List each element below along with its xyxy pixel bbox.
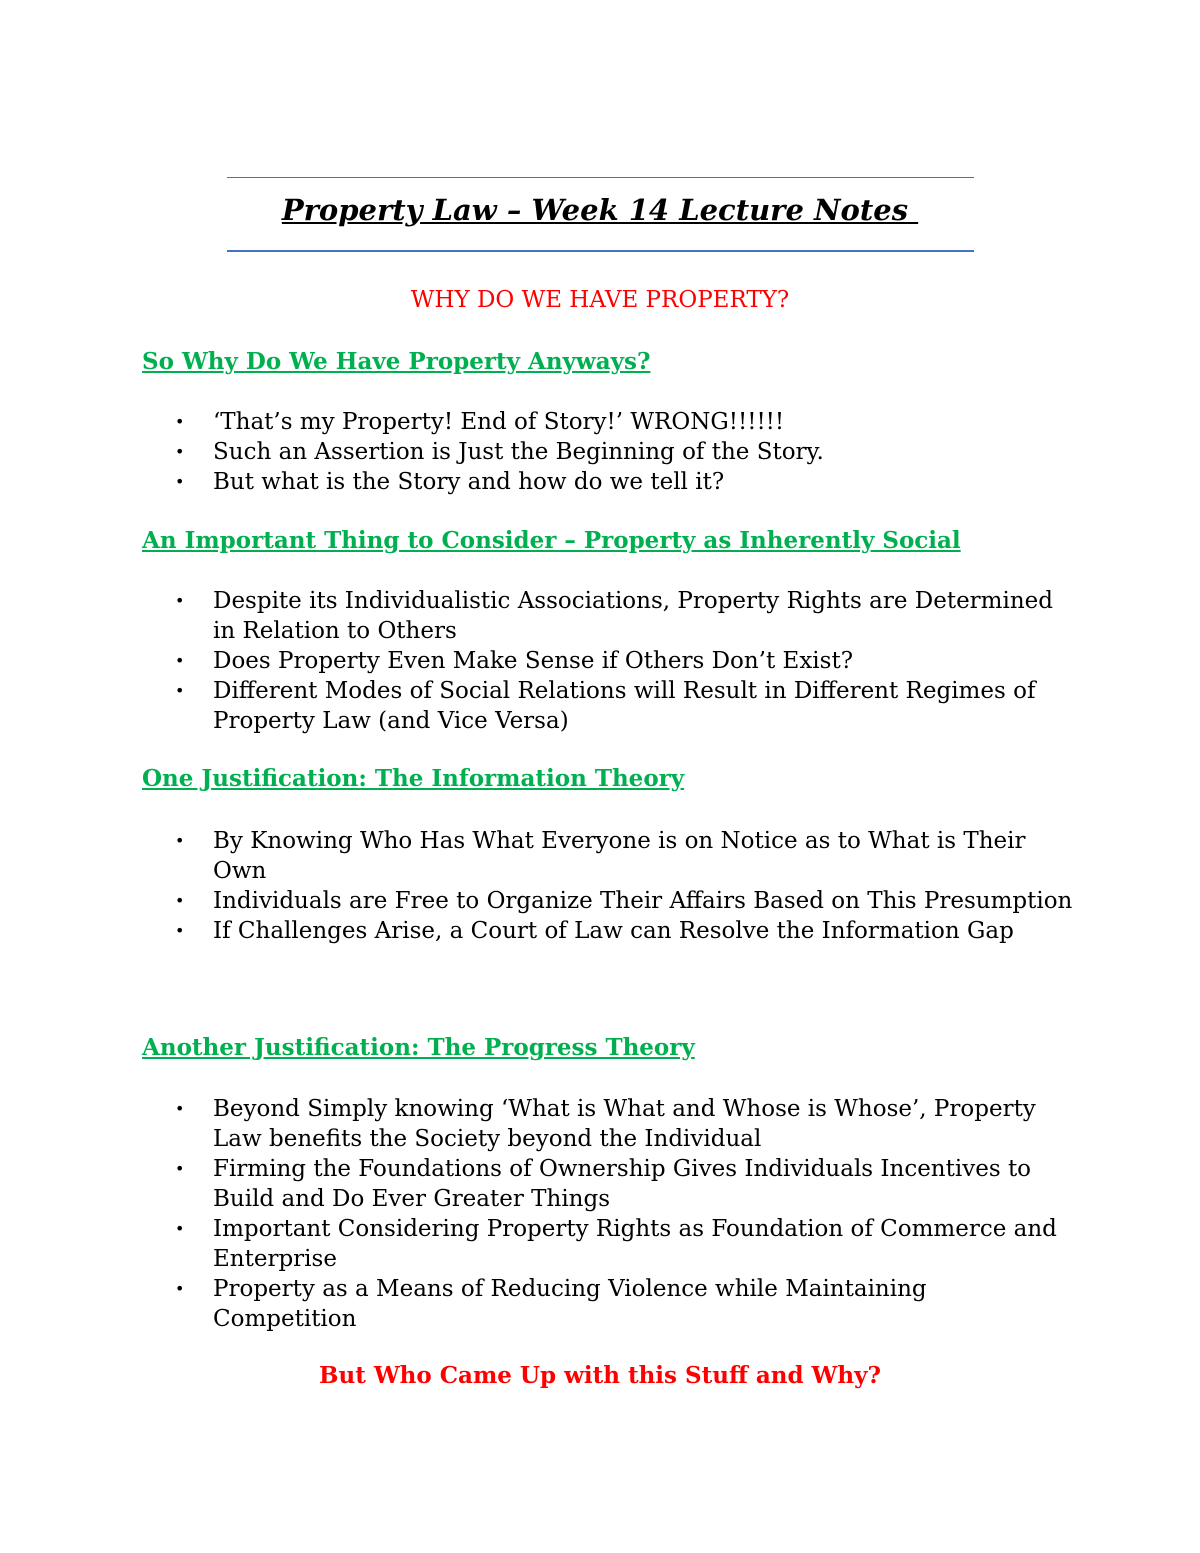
page-title: Property Law – Week 14 Lecture Notes: [281, 193, 919, 227]
list-item: [0, 676, 1073, 736]
bullet-icon: •: [175, 1219, 185, 1238]
section-heading: So Why Do We Have Property Anyways?: [142, 348, 651, 375]
list-item: [0, 826, 1073, 886]
list-item-text: Does Property Even Make Sense if Others Don’t Exist?: [213, 648, 854, 674]
bullet-list: [0, 1094, 1200, 1334]
closing-heading: But Who Came Up with this Stuff and Why?: [319, 1362, 881, 1389]
bullet-icon: •: [175, 1159, 185, 1178]
bullet-list: [0, 407, 1200, 497]
bullet-list: [0, 586, 1200, 736]
list-item-text: Individuals are Free to Organize Their Affairs Based on This Presumption: [213, 888, 1073, 914]
title-bottom-rule: [227, 250, 974, 252]
list-item-text: But what is the Story and how do we tell it?: [213, 469, 725, 495]
list-item: [0, 407, 1073, 437]
list-item-text: Despite its Individualistic Associations, Property Rights are Determined in Relation to Others: [213, 588, 1053, 644]
list-item: [0, 1154, 1073, 1214]
list-item: [0, 467, 1073, 497]
bullet-list: [0, 826, 1200, 946]
title-top-rule: [227, 177, 974, 178]
list-item: [0, 916, 1073, 946]
list-item: [0, 1274, 1073, 1334]
list-item-text: Beyond Simply knowing ‘What is What and Whose is Whose’, Property Law benefits the Society beyond the Individual: [213, 1096, 1036, 1152]
list-item-text: If Challenges Arise, a Court of Law can Resolve the Information Gap: [213, 918, 1014, 944]
list-item-text: Important Considering Property Rights as Foundation of Commerce and Enterprise: [213, 1216, 1057, 1272]
bullet-icon: •: [175, 472, 185, 491]
bullet-icon: •: [175, 1099, 185, 1118]
list-item-text: Different Modes of Social Relations will Result in Different Regimes of Property Law (and Vice Versa): [213, 678, 1036, 734]
list-item: [0, 1214, 1073, 1274]
section-heading: An Important Thing to Consider – Property as Inherently Social: [142, 527, 961, 554]
bullet-icon: •: [175, 412, 185, 431]
main-heading: WHY DO WE HAVE PROPERTY?: [410, 287, 790, 313]
list-item-text: ‘That’s my Property! End of Story!’ WRONG!!!!!!: [213, 409, 785, 435]
bullet-icon: •: [175, 891, 185, 910]
bullet-icon: •: [175, 1279, 185, 1298]
bullet-icon: •: [175, 591, 185, 610]
section-heading: Another Justification: The Progress Theory: [142, 1034, 695, 1061]
list-item: [0, 586, 1073, 646]
section-heading: One Justification: The Information Theory: [142, 765, 685, 792]
list-item-text: By Knowing Who Has What Everyone is on Notice as to What is Their Own: [213, 828, 1026, 884]
bullet-icon: •: [175, 681, 185, 700]
list-item-text: Property as a Means of Reducing Violence while Maintaining Competition: [213, 1276, 927, 1332]
bullet-icon: •: [175, 831, 185, 850]
list-item-text: Firming the Foundations of Ownership Gives Individuals Incentives to Build and Do Ever Greater Things: [213, 1156, 1032, 1212]
list-item: [0, 886, 1073, 916]
bullet-icon: •: [175, 442, 185, 461]
bullet-icon: •: [175, 921, 185, 940]
list-item: [0, 646, 1073, 676]
list-item: [0, 437, 1073, 467]
list-item: [0, 1094, 1073, 1154]
list-item-text: Such an Assertion is Just the Beginning of the Story.: [213, 439, 824, 465]
bullet-icon: •: [175, 651, 185, 670]
